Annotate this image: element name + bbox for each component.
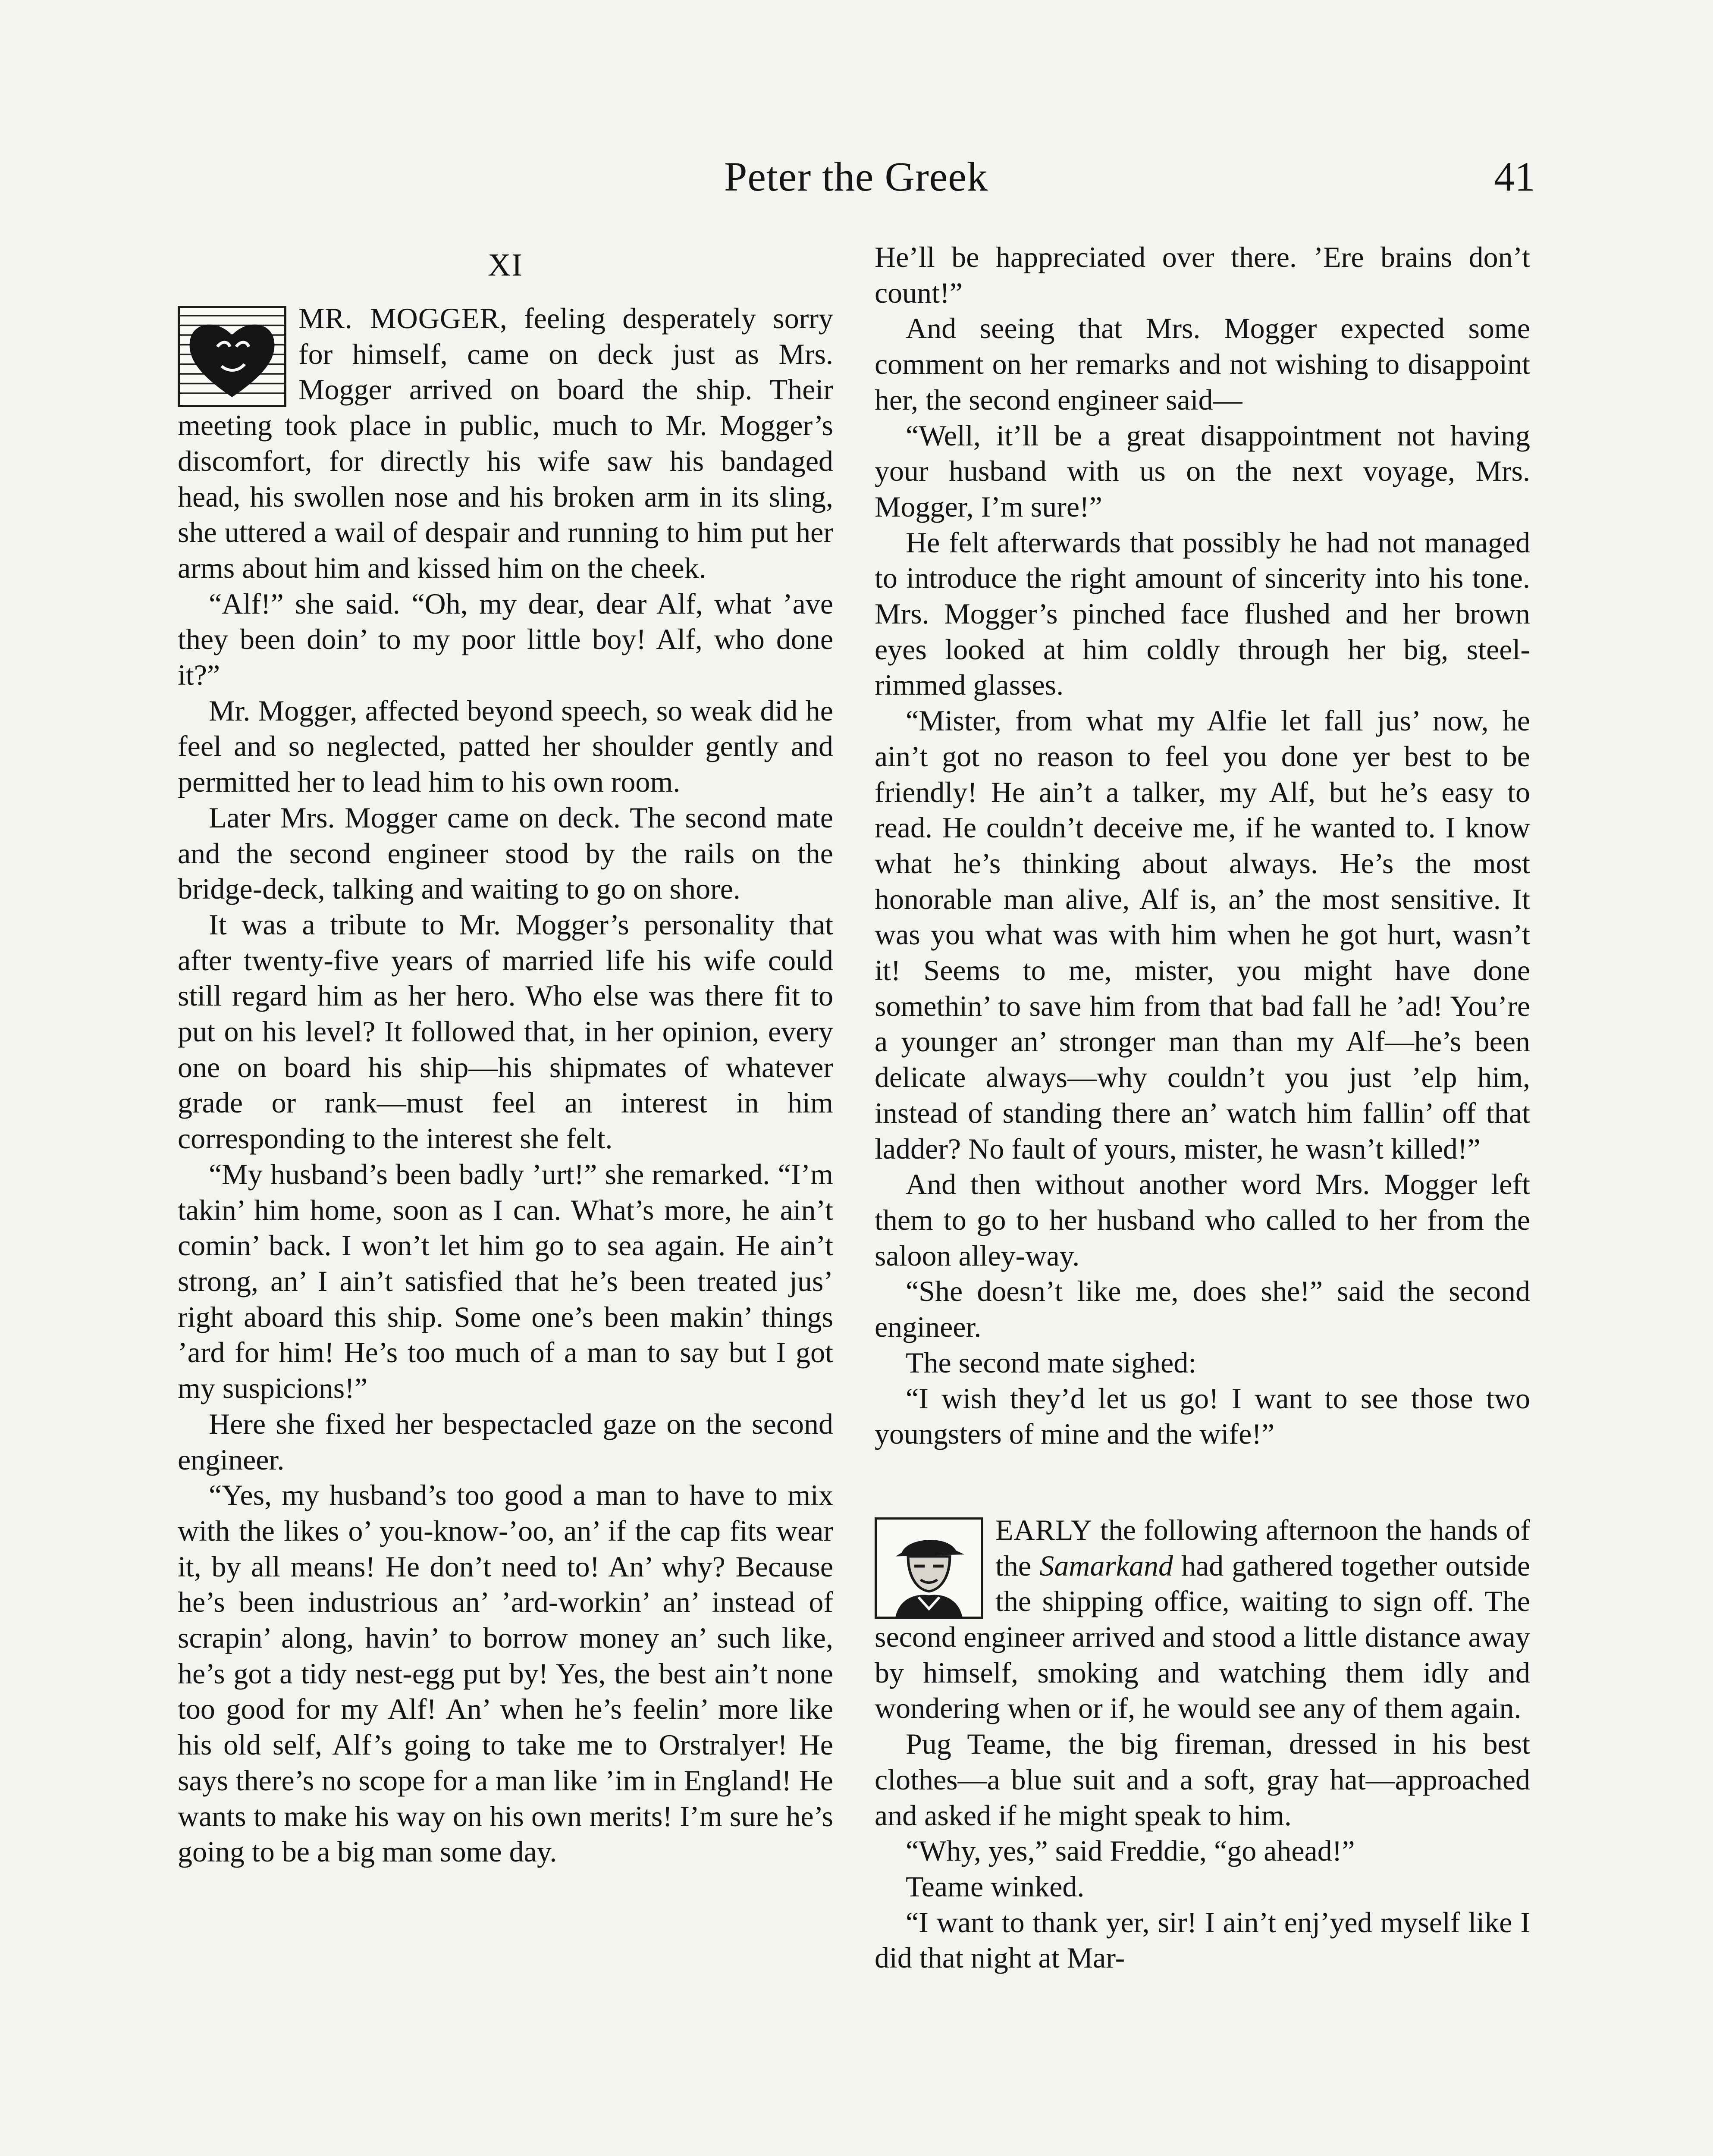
running-title: Peter the Greek bbox=[724, 154, 988, 200]
ship-name: Samarkand bbox=[1039, 1549, 1173, 1582]
paragraph: Teame winked. bbox=[906, 1870, 1085, 1903]
paragraph: “I want to thank yer, sir! I ain’t enj’yed myself like I did that night at Mar- bbox=[875, 1905, 1530, 1974]
paragraph bbox=[875, 1512, 1530, 1726]
paragraph-text: the following afternoon the hands of the bbox=[995, 1513, 1530, 1582]
decorative-initial-sailor-icon bbox=[875, 1517, 983, 1619]
paragraph: “I wish they’d let us go! I want to see those two youngsters of mine and the wife!” bbox=[875, 1382, 1530, 1451]
paragraph-text: , feeling desperately sorry for himself, came on deck just as Mrs. Mogger arrived on board the ship. Their meeting took place in public, much to Mr. Mogger’s discomfort, for directly his wife saw his bandaged head, his swollen nose and his broken arm in its sling, she uttered a wail of despair and running to him put her arms about him and kissed him on the cheek. bbox=[178, 302, 833, 584]
left-column bbox=[178, 239, 833, 2156]
paragraph: The second mate sighed: bbox=[906, 1346, 1197, 1379]
right-column bbox=[875, 239, 1530, 2156]
paragraph: And then without another word Mrs. Mogger left them to go to her husband who called to her from the saloon alley-way. bbox=[875, 1168, 1530, 1272]
paragraph: “Yes, my husband’s too good a man to have to mix with the likes o’ you-know-’oo, an’ if the cap fits wear it, by all means! He don’t need to! An’ why? Because he’s been industrious an’ ’ard-workin’ an’ instead of scrapin’ along, havin’ to borrow money an’ such like, he’s got a tidy nest-egg put by! Yes, the best ain’t none too good for my Alf! An’ when he’s feelin’ more like his old self, Alf’s going to take me to Orstralyer! He says there’s no scope for a man like ’im in England! He wants to make his way on his own merits! I’m sure he’s going to be a big man some day. bbox=[178, 1479, 833, 1868]
paragraph: “Alf!” she said. “Oh, my dear, dear Alf, what ’ave they been doin’ to my poor little boy! Alf, who done it?” bbox=[178, 587, 833, 692]
page-number: 41 bbox=[1494, 154, 1535, 200]
paragraph: “She doesn’t like me, does she!” said the second engineer. bbox=[875, 1275, 1530, 1344]
section-number: XI bbox=[487, 248, 524, 283]
paragraph: “Mister, from what my Alfie let fall jus’ now, he ain’t got no reason to feel you done yer best to be friendly! He ain’t a talker, my Alf, but he’s easy to read. He couldn’t deceive me, if he wanted to. I know what he’s thinking about always. He’s the most honorable man alive, Alf is, an’ the most sensitive. It was you what was with him when he got hurt, wasn’t it! Seems to me, mister, you might have done somethin’ to save him from that bad fall he ’ad! You’re a younger an’ stronger man than my Alf—he’s been delicate always—why couldn’t you just ’elp him, instead of standing there an’ watch him fallin’ off that ladder? No fault of yours, mister, he wasn’t killed!” bbox=[875, 704, 1530, 1165]
running-head bbox=[177, 149, 1535, 205]
paragraph-lead: EARLY bbox=[995, 1513, 1092, 1546]
paragraph: Pug Teame, the big fireman, dressed in his best clothes—a blue suit and a soft, gray hat—approached and asked if he might speak to him. bbox=[875, 1727, 1530, 1832]
paragraph-text: had gathered together outside the shipping office, waiting to sign off. The second engineer arrived and stood a little distance away by himself, smoking and watching them idly and wondering when or if, he would see any of them again. bbox=[875, 1549, 1530, 1725]
paragraph: Later Mrs. Mogger came on deck. The second mate and the second engineer stood by the rails on the bridge-deck, talking and waiting to go on shore. bbox=[178, 801, 833, 906]
scene-break bbox=[875, 1452, 1530, 1512]
paragraph: It was a tribute to Mr. Mogger’s personality that after twenty-five years of married life his wife could still regard him as her hero. Who else was there fit to put on his level? It followed that, in her opinion, every one on board his ship—his shipmates of whatever grade or rank—must feel an interest in him corresponding to the interest she felt. bbox=[178, 908, 833, 1155]
paragraph: And seeing that Mrs. Mogger expected some comment on her remarks and not wishing to disappoint her, the second engineer said— bbox=[875, 312, 1530, 416]
paragraph: He felt afterwards that possibly he had not managed to introduce the right amount of sincerity into his tone. Mrs. Mogger’s pinched face flushed and her brown eyes looked at him coldly through her big, steel-rimmed glasses. bbox=[875, 526, 1530, 702]
paragraph: “Why, yes,” said Freddie, “go ahead!” bbox=[906, 1834, 1355, 1868]
paragraph: “Well, it’ll be a great disappointment not having your husband with us on the next voyage, Mrs. Mogger, I’m sure!” bbox=[875, 419, 1530, 523]
paragraph: He’ll be happreciated over there. ’Ere brains don’t count!” bbox=[875, 241, 1530, 309]
paragraph: Here she fixed her bespectacled gaze on the second engineer. bbox=[178, 1407, 833, 1476]
paragraph: “My husband’s been badly ’urt!” she remarked. “I’m takin’ him home, soon as I can. What’s more, he ain’t comin’ back. I won’t let him go to sea again. He ain’t strong, an’ I ain’t satisfied that he’s been treated jus’ right aboard this ship. Some one’s been makin’ things ’ard for him! He’s too much of a man to say but I got my suspicions!” bbox=[178, 1157, 833, 1405]
decorative-initial-heart-icon bbox=[178, 306, 286, 407]
paragraph-lead: MR. MOGGER bbox=[298, 302, 500, 335]
paragraph bbox=[178, 301, 833, 586]
paragraph: Mr. Mogger, affected beyond speech, so weak did he feel and so neglected, patted her shoulder gently and permitted her to lead him to his own room. bbox=[178, 694, 833, 799]
